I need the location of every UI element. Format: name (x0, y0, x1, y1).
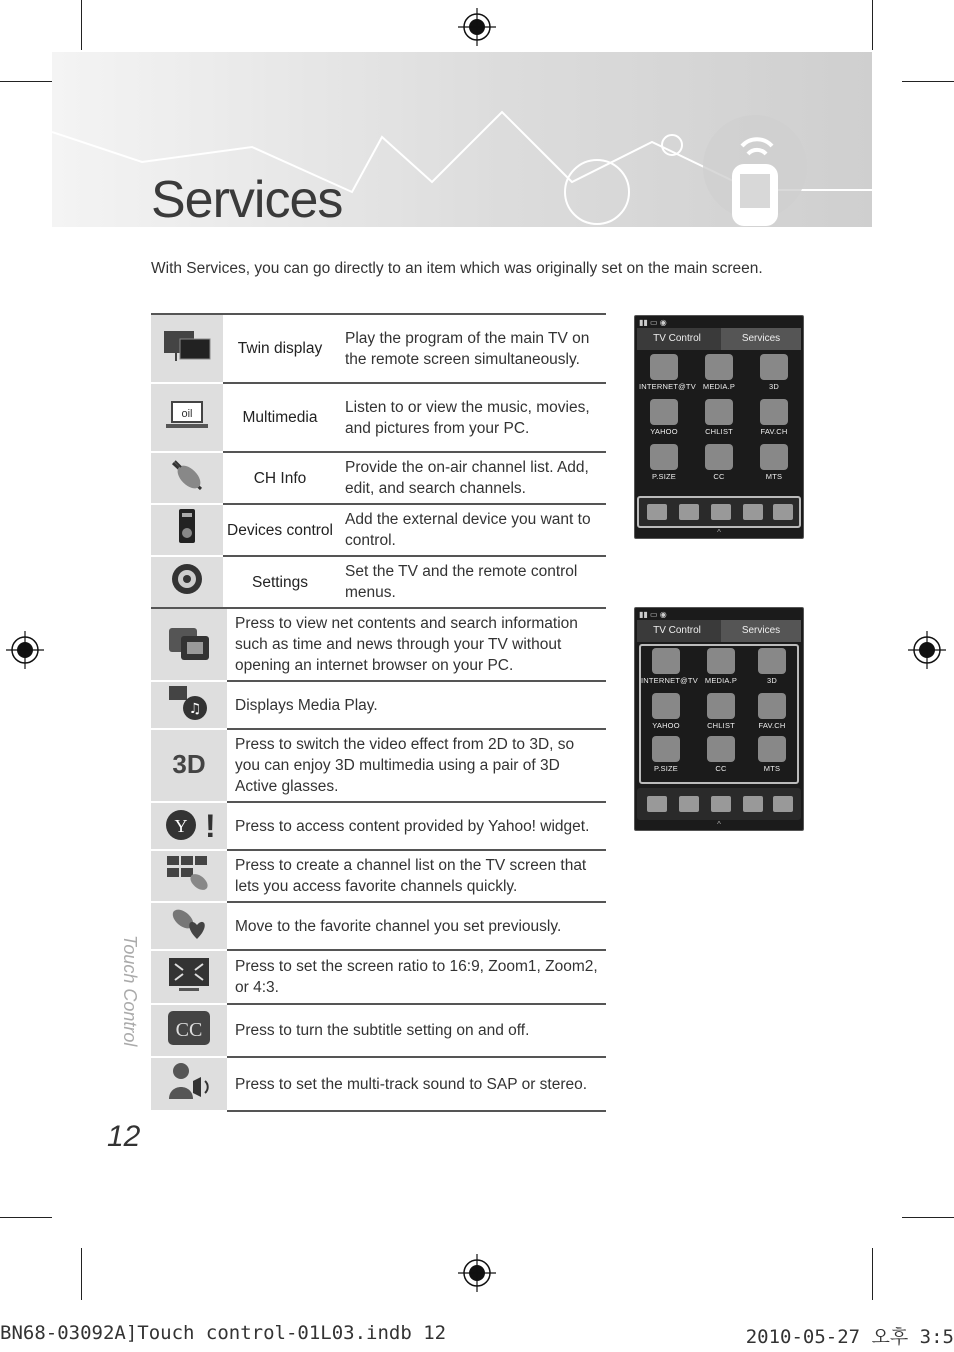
svg-text:♫: ♫ (188, 701, 202, 717)
crop-mark (902, 81, 954, 82)
service-description: Press to create a channel list on the TV screen that lets you access favorite channels quickly. (227, 850, 606, 902)
media-play-icon (707, 648, 735, 674)
service-description: Press to set the screen ratio to 16:9, Zoom1, Zoom2, or 4:3. (227, 950, 606, 1004)
grid-label: MEDIA.P (702, 382, 736, 391)
favorite-channel-icon (760, 399, 788, 425)
table-row (151, 383, 606, 452)
channel-list-icon (165, 852, 213, 894)
service-description: Add the external device you want to control. (337, 504, 606, 556)
grid-label: MTS (765, 472, 783, 481)
svg-text:oil: oil (181, 407, 193, 420)
grid-label: CHLIST (705, 427, 733, 436)
grid-label: YAHOO (652, 721, 680, 730)
grid-label: CC (715, 764, 727, 773)
service-description: Press to view net contents and search information such as time and news through your TV without opening an internet browser on your PC. (227, 608, 606, 681)
media-play-icon (165, 682, 213, 722)
service-description: Listen to or view the music, movies, and pictures from your PC. (337, 383, 606, 452)
header-banner (52, 52, 872, 227)
services-grid (639, 352, 799, 492)
remote-device-icon[interactable] (743, 504, 763, 520)
table-icon-cell (151, 729, 227, 802)
tab-tv-control[interactable]: TV Control (653, 333, 701, 344)
gear-icon[interactable] (773, 796, 793, 812)
service-name: Twin display (223, 314, 337, 383)
page-number: 12 (107, 1120, 141, 1153)
table-row (151, 950, 606, 1004)
cc-icon (165, 1008, 213, 1048)
table-row (151, 850, 606, 902)
service-description: Displays Media Play. (227, 681, 606, 729)
laptop-multimedia-icon (162, 398, 212, 432)
services-icon-table (151, 607, 606, 1112)
grid-item-internet-tv[interactable] (639, 352, 696, 398)
table-row (151, 504, 606, 556)
remote-screen-services-grid (634, 607, 804, 831)
grid-item-3d[interactable] (747, 646, 797, 692)
phone-wifi-icon (712, 124, 792, 227)
table-icon-cell (151, 681, 227, 729)
channel-list-icon (707, 693, 735, 719)
picture-size-icon (165, 952, 213, 996)
crop-mark (81, 1248, 82, 1300)
satellite-dish-icon[interactable] (711, 796, 731, 812)
service-name: Multimedia (223, 383, 337, 452)
grid-item-internet-tv[interactable] (641, 646, 698, 692)
media-play-icon (705, 354, 733, 380)
bottom-menu-bar-highlighted (637, 496, 801, 528)
grid-label: MEDIA.P (704, 676, 738, 685)
service-name: Devices control (223, 504, 337, 556)
svg-text:CC: CC (175, 1018, 203, 1041)
bottom-menu-bar (637, 788, 801, 820)
service-description: Provide the on-air channel list. Add, edit, and search channels. (337, 452, 606, 504)
picture-size-icon (652, 736, 680, 762)
table-row (151, 902, 606, 950)
intro-text: With Services, you can go directly to an item which was originally set on the main screen. (151, 260, 763, 277)
service-description: Play the program of the main TV on the remote screen simultaneously. (337, 314, 606, 383)
status-bar: ▮▮ ▭ ◉ (639, 610, 667, 619)
crop-mark (0, 1217, 52, 1218)
remote-screen-services-menu (634, 315, 804, 539)
grid-item-fav-ch[interactable] (749, 397, 799, 443)
footer-timestamp: 2010-05-27 오후 3:5 (745, 1326, 954, 1348)
grid-label: FAV.CH (760, 427, 788, 436)
table-row (151, 556, 606, 608)
grid-label: YAHOO (650, 427, 678, 436)
table-icon-cell (151, 1057, 227, 1111)
satellite-dish-icon[interactable] (711, 504, 731, 520)
table-row (151, 729, 606, 802)
table-icon-cell (151, 902, 227, 950)
remote-device-icon (167, 507, 207, 547)
grid-item-mts[interactable] (749, 442, 799, 488)
yahoo-icon (650, 399, 678, 425)
crop-mark (872, 0, 873, 50)
chevron-up-icon[interactable]: ^ (717, 528, 721, 537)
registration-mark-icon (908, 631, 946, 669)
svg-text:Y: Y (174, 816, 188, 836)
table-row (151, 681, 606, 729)
service-description: Press to set the multi-track sound to SAP or stereo. (227, 1057, 606, 1111)
tab-services[interactable]: Services (721, 620, 801, 642)
section-side-label: Touch Control (120, 935, 140, 1047)
table-row (151, 608, 606, 681)
grid-label: 3D (767, 676, 777, 685)
services-menu-table (151, 313, 606, 609)
service-description: Press to switch the video effect from 2D to 3D, so you can enjoy 3D multimedia using a pair of 3D Active glasses. (227, 729, 606, 802)
internet-tv-icon (652, 648, 680, 674)
internet-tv-icon (650, 354, 678, 380)
table-row (151, 452, 606, 504)
footer-file-info: BN68-03092A]Touch control-01L03.indb 12 (0, 1322, 447, 1344)
page-title: Services (151, 171, 343, 227)
gear-icon (167, 559, 207, 599)
table-row (151, 314, 606, 383)
grid-label: INTERNET@TV (641, 676, 698, 685)
cc-icon (707, 736, 735, 762)
favorite-channel-icon (165, 903, 213, 943)
registration-mark-icon (458, 1254, 496, 1292)
tab-bar (637, 620, 801, 642)
table-icon-cell (151, 608, 227, 681)
3d-icon (760, 354, 788, 380)
grid-label: CC (713, 472, 725, 481)
tab-bar (637, 328, 801, 350)
grid-item-cc[interactable] (696, 734, 746, 780)
table-row (151, 1004, 606, 1057)
tab-services[interactable]: Services (721, 328, 801, 350)
grid-item-yahoo[interactable] (641, 691, 691, 737)
svg-text:3D: 3D (172, 748, 206, 779)
grid-item-cc[interactable] (694, 442, 744, 488)
crop-mark (81, 0, 82, 50)
crop-mark (872, 1248, 873, 1300)
dual-tv-icon[interactable] (647, 504, 667, 520)
3d-icon (758, 648, 786, 674)
grid-item-p-size[interactable] (639, 442, 689, 488)
registration-mark-icon (6, 631, 44, 669)
service-description: Move to the favorite channel you set previously. (227, 902, 606, 950)
grid-item-p-size[interactable] (641, 734, 691, 780)
dual-tv-icon (162, 329, 212, 363)
table-icon-cell (151, 802, 227, 850)
grid-item-fav-ch[interactable] (747, 691, 797, 737)
laptop-multimedia-icon[interactable] (679, 504, 699, 520)
favorite-channel-icon (758, 693, 786, 719)
3d-icon (165, 741, 213, 785)
grid-item-chlist[interactable] (694, 397, 744, 443)
service-name: Settings (223, 556, 337, 608)
mts-speaker-icon (165, 1059, 213, 1103)
table-row (151, 802, 606, 850)
table-icon-cell (151, 452, 223, 504)
table-icon-cell (151, 850, 227, 902)
service-description: Set the TV and the remote control menus. (337, 556, 606, 608)
internet-tv-icon (165, 618, 213, 666)
channel-list-icon (705, 399, 733, 425)
table-icon-cell (151, 383, 223, 452)
grid-item-3d[interactable] (749, 352, 799, 398)
table-icon-cell (151, 1004, 227, 1057)
grid-label: FAV.CH (758, 721, 786, 730)
grid-item-yahoo[interactable] (639, 397, 689, 443)
picture-size-icon (650, 444, 678, 470)
grid-label: MTS (763, 764, 781, 773)
remote-device-icon[interactable] (743, 796, 763, 812)
service-name: CH Info (223, 452, 337, 504)
yahoo-icon (161, 803, 217, 843)
grid-label: P.SIZE (654, 764, 678, 773)
grid-item-media-play[interactable] (696, 646, 746, 692)
dual-tv-icon[interactable] (647, 796, 667, 812)
grid-item-mts[interactable] (747, 734, 797, 780)
grid-label: P.SIZE (652, 472, 676, 481)
service-description: Press to access content provided by Yahoo! widget. (227, 802, 606, 850)
yahoo-icon (652, 693, 680, 719)
cc-icon (705, 444, 733, 470)
tab-tv-control[interactable]: TV Control (653, 625, 701, 636)
table-icon-cell (151, 556, 223, 608)
grid-label: 3D (769, 382, 779, 391)
satellite-dish-icon (167, 455, 207, 495)
table-row (151, 1057, 606, 1111)
grid-label: CHLIST (707, 721, 735, 730)
table-icon-cell (151, 950, 227, 1004)
services-grid-highlighted (639, 644, 799, 784)
status-bar: ▮▮ ▭ ◉ (639, 318, 667, 327)
table-icon-cell (151, 504, 223, 556)
grid-item-chlist[interactable] (696, 691, 746, 737)
crop-mark (902, 1217, 954, 1218)
mts-speaker-icon (760, 444, 788, 470)
crop-mark (0, 81, 52, 82)
grid-label: INTERNET@TV (639, 382, 696, 391)
service-description: Press to turn the subtitle setting on and off. (227, 1004, 606, 1057)
laptop-multimedia-icon[interactable] (679, 796, 699, 812)
svg-text:!: ! (205, 808, 216, 843)
registration-mark-icon (458, 8, 496, 46)
mts-speaker-icon (758, 736, 786, 762)
grid-item-media-play[interactable] (694, 352, 744, 398)
gear-icon[interactable] (773, 504, 793, 520)
chevron-up-icon[interactable]: ^ (717, 820, 721, 829)
table-icon-cell (151, 314, 223, 383)
